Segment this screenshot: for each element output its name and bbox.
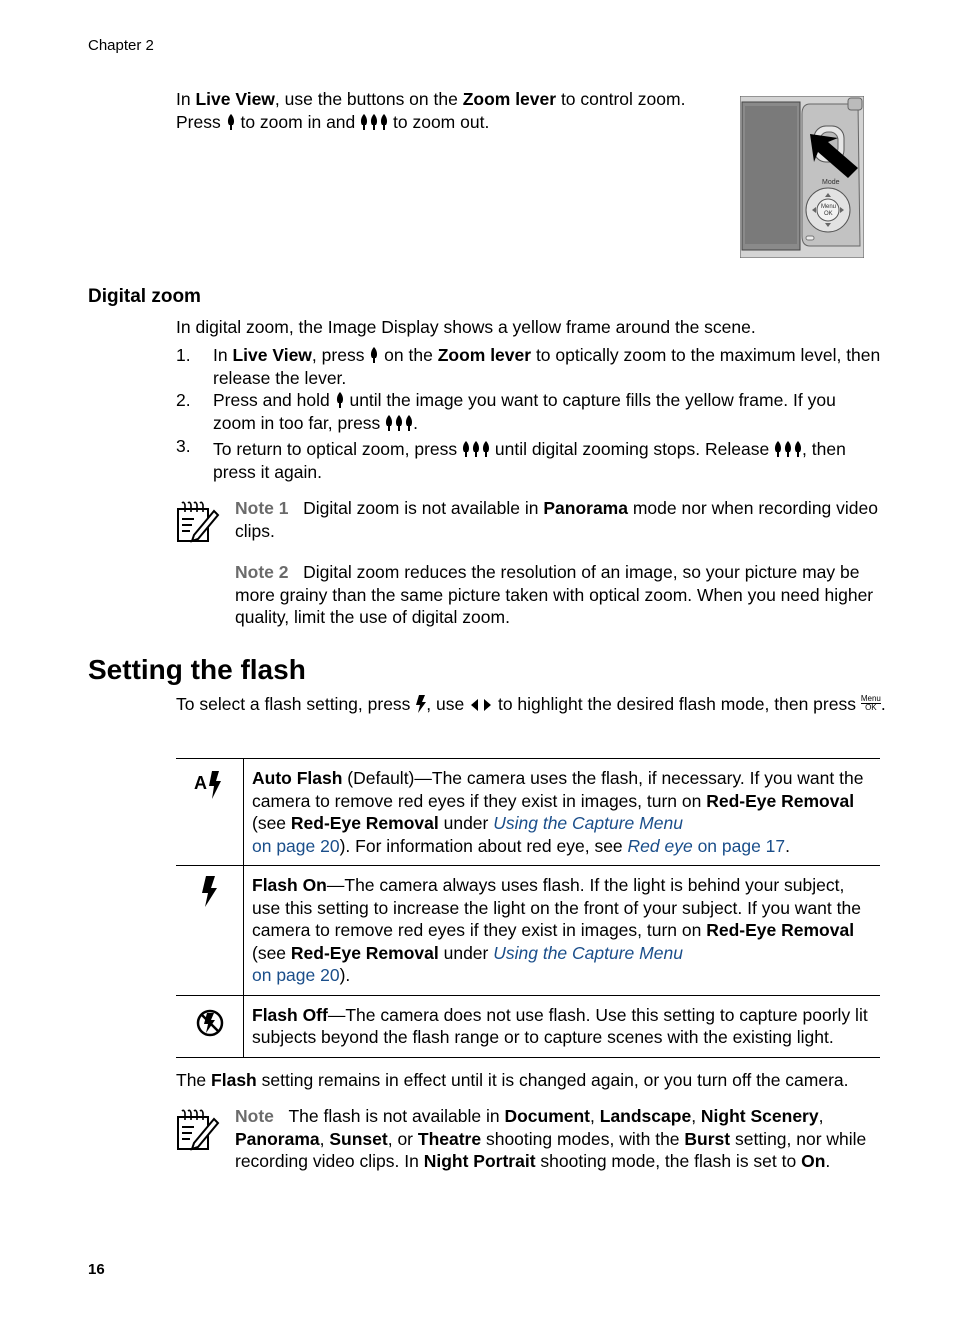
capture-menu-link[interactable]: Using the Capture Menu — [493, 813, 683, 833]
flash-modes-table — [176, 758, 880, 1058]
digital-zoom-heading: Digital zoom — [88, 286, 201, 307]
flash-on-icon — [200, 876, 220, 908]
zoom-in-icon — [369, 346, 379, 364]
table-row: Flash Off—The camera does not use flash. Use this setting to capture poorly lit subjects beyond the flash range or to capture scenes with the existing light. — [176, 995, 880, 1057]
list-item: 1. In Live View, press on the Zoom lever to optically zoom to the maximum level, then release the lever. — [176, 345, 881, 388]
camera-back-image — [740, 96, 864, 258]
flash-button-icon — [415, 695, 426, 713]
note-icon — [176, 1109, 220, 1153]
setting-flash-heading: Setting the flash — [88, 654, 306, 685]
zoom-out-icon — [774, 440, 802, 458]
auto-flash-icon — [192, 767, 228, 803]
flash-persistence-text: The Flash setting remains in effect until it is changed again, or you turn off the camera. — [176, 1070, 849, 1090]
menu-label: Menu — [821, 204, 837, 210]
list-item: 3. To return to optical zoom, press until digital zooming stops. Release , then press it again. — [176, 436, 846, 482]
page-20-link[interactable]: on page 20 — [252, 965, 340, 985]
mode-label: Mode — [822, 179, 840, 186]
capture-menu-link[interactable]: Using the Capture Menu — [493, 942, 683, 963]
note-2: Note 2 Digital zoom reduces the resolution of an image, so your picture may be more grainy than the same picture taken with optical zoom. When you need higher quality, limit the use of digital zoom. — [235, 562, 874, 627]
red-eye-link[interactable]: Red eye — [627, 835, 693, 856]
table-row: A Auto Flash (Default)—The camera uses the flash, if necessary. If you want the camera to remove red eyes if they exist in images, turn on Red-Eye Removal (see Red-Eye Removal under Using the Capture Menu on page 20). For information about red eye, see Red eye on page 17. — [176, 759, 880, 866]
note-1: Note 1 Digital zoom is not available in Panorama mode nor when recording video clips. — [235, 498, 878, 541]
flash-note: Note The flash is not available in Document, Landscape, Night Scenery, Panorama, Sunset, or Theatre shooting modes, with the Burst setting, nor while recording video clips. In Night Portrait shooting mode, the flash is set to On. — [235, 1106, 867, 1171]
page-number: 16 — [88, 1261, 105, 1278]
note-icon — [176, 501, 220, 545]
page-20-link[interactable]: on page 20 — [252, 835, 340, 856]
page-17-link[interactable]: on page 17 — [692, 835, 786, 856]
zoom-out-icon — [462, 440, 490, 458]
zoom-in-icon — [335, 391, 345, 409]
flash-intro: To select a flash setting, press , use to highlight the desired flash mode, then press Menu OK . — [176, 694, 886, 714]
zoom-out-icon — [360, 113, 388, 131]
left-right-arrows-icon — [469, 697, 493, 713]
ok-label: OK — [824, 211, 833, 217]
flash-off-icon — [195, 1008, 225, 1038]
svg-text:A: A — [193, 773, 207, 793]
zoom-lever-intro: In Live View, use the buttons on the Zoom lever to control zoom. Press to zoom in and to zoom out. — [176, 89, 686, 132]
table-row: Flash On—The camera always uses flash. If the light is behind your subject, use this setting to increase the light on the front of your subject. If you want the camera to remove red eyes if they exist in images, turn on Red-Eye Removal (see Red-Eye Removal under Using the Capture Menu on page 20). — [176, 866, 880, 996]
list-item: 2. Press and hold until the image you want to capture fills the yellow frame. If you zoom in too far, press . — [176, 390, 836, 433]
menu-ok-icon: Menu OK — [860, 694, 881, 712]
zoom-in-icon — [226, 113, 236, 131]
digital-zoom-intro: In digital zoom, the Image Display shows a yellow frame around the scene. — [176, 317, 756, 337]
chapter-header: Chapter 2 — [88, 37, 154, 54]
zoom-out-icon — [385, 414, 413, 432]
